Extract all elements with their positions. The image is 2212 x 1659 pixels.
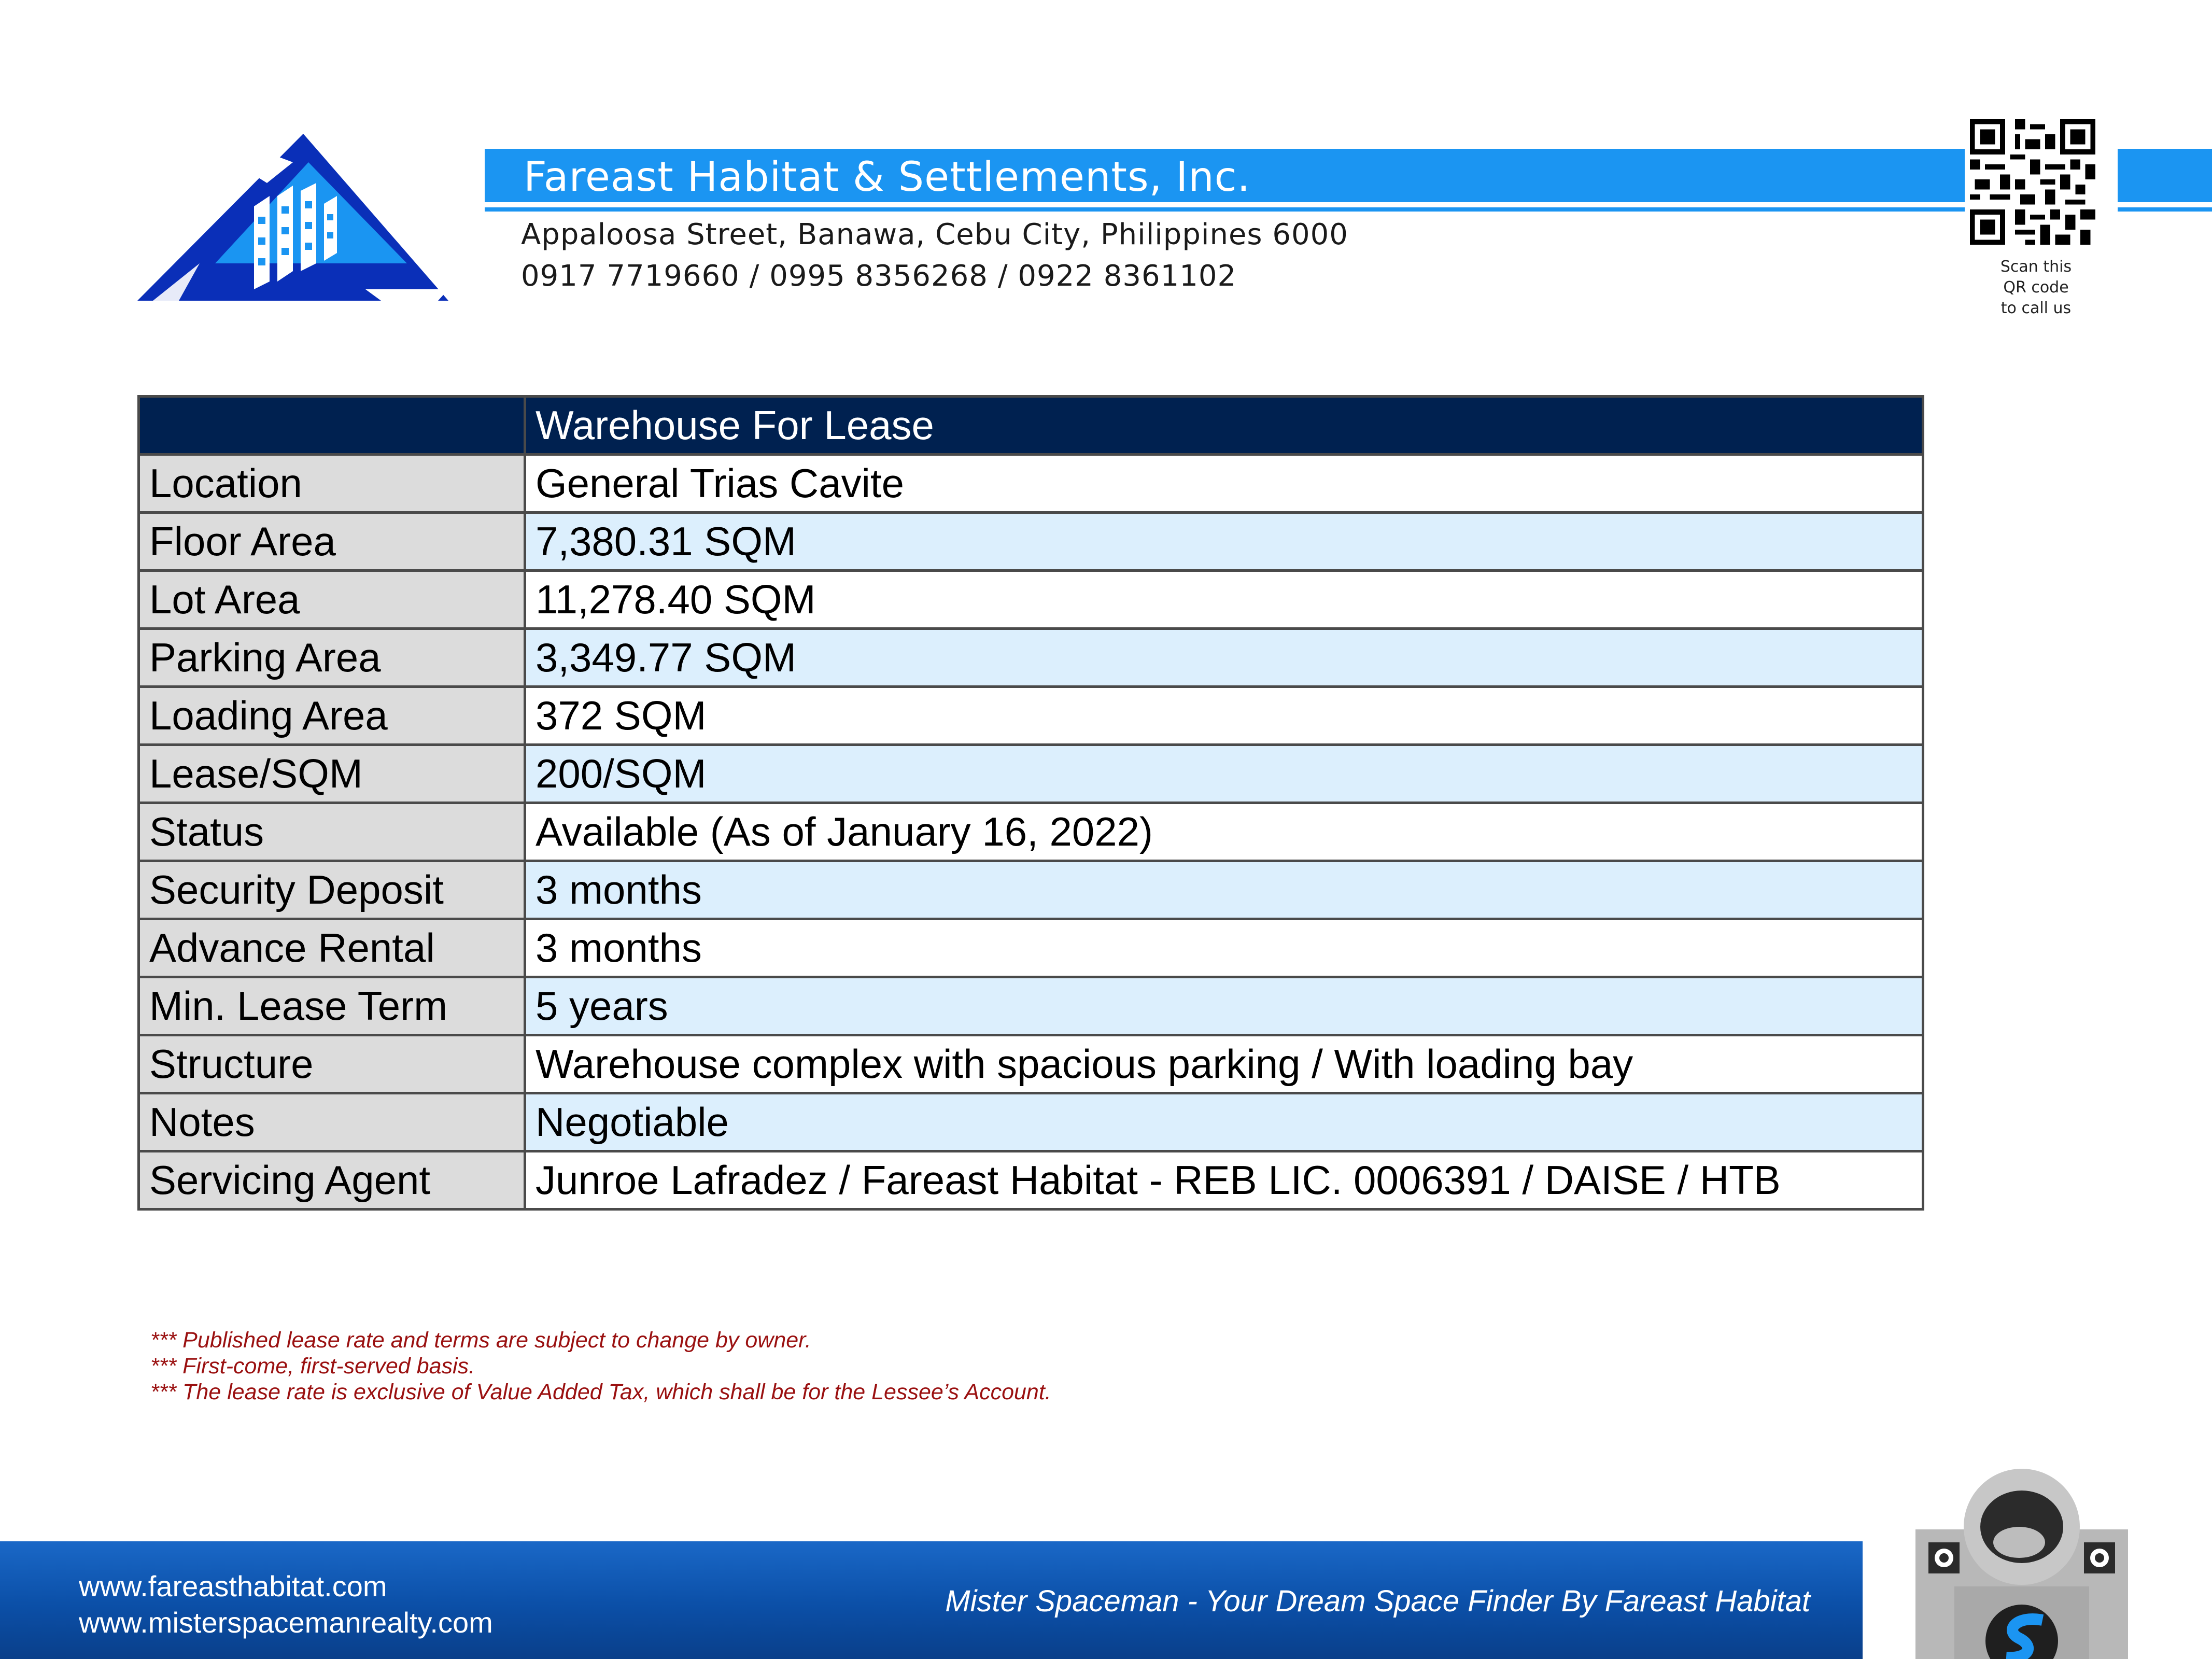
row-label: Notes (139, 1093, 525, 1151)
row-value: 200/SQM (525, 745, 1923, 803)
row-value: 3 months (525, 861, 1923, 919)
disclaimer-line: *** First-come, first-served basis. (150, 1354, 475, 1379)
table-row (139, 513, 1923, 571)
company-name: Fareast Habitat & Settlements, Inc. (524, 154, 1251, 201)
table-row (139, 571, 1923, 629)
row-value: Available (As of January 16, 2022) (525, 803, 1923, 861)
disclaimer-notes (150, 1327, 1051, 1405)
spaceman-mascot-icon (1913, 1465, 2131, 1659)
row-value: 5 years (525, 977, 1923, 1035)
qr-caption-line: to call us (2000, 299, 2072, 317)
row-value: Negotiable (525, 1093, 1923, 1151)
row-value: Junroe Lafradez / Fareast Habitat - REB LIC. 0006391 / DAISE / HTB (525, 1151, 1923, 1210)
row-label: Status (139, 803, 525, 861)
row-label: Parking Area (139, 629, 525, 687)
row-label: Advance Rental (139, 919, 525, 977)
row-label: Structure (139, 1035, 525, 1093)
table-header-blank (139, 397, 525, 455)
row-label: Loading Area (139, 687, 525, 745)
qr-caption-line: Scan this (2000, 258, 2072, 276)
table-row (139, 629, 1923, 687)
table-row (139, 455, 1923, 513)
table-row (139, 1151, 1923, 1210)
company-logo-icon (137, 134, 451, 305)
row-value: Warehouse complex with spacious parking / With loading bay (525, 1035, 1923, 1093)
row-label: Location (139, 455, 525, 513)
row-label: Floor Area (139, 513, 525, 571)
row-value: 3,349.77 SQM (525, 629, 1923, 687)
company-phones[interactable]: 0917 7719660 / 0995 8356268 / 0922 8361102 (521, 259, 1237, 293)
qr-caption-line: QR code (2003, 278, 2069, 297)
header-rule-right (2118, 207, 2212, 212)
footer-tagline: Mister Spaceman - Your Dream Space Finder By Fareast Habitat (945, 1584, 1810, 1618)
header-band-right (2118, 149, 2212, 202)
table-row (139, 745, 1923, 803)
table-header-row (139, 397, 1923, 455)
property-details-table (137, 395, 1924, 1211)
row-value: 7,380.31 SQM (525, 513, 1923, 571)
disclaimer-line: *** Published lease rate and terms are subject to change by owner. (150, 1328, 811, 1353)
qr-caption (1993, 257, 2079, 319)
table-row (139, 919, 1923, 977)
header-rule (485, 207, 1965, 212)
row-value: 11,278.40 SQM (525, 571, 1923, 629)
table-row (139, 1093, 1923, 1151)
row-value: General Trias Cavite (525, 455, 1923, 513)
row-label: Servicing Agent (139, 1151, 525, 1210)
website-link[interactable]: www.fareasthabitat.com (79, 1570, 387, 1602)
row-label: Min. Lease Term (139, 977, 525, 1035)
listing-title: Warehouse For Lease (525, 397, 1923, 455)
table-row (139, 1035, 1923, 1093)
table-row (139, 861, 1923, 919)
qr-code-icon[interactable] (1970, 119, 2095, 245)
website-link[interactable]: www.misterspacemanrealty.com (79, 1606, 493, 1639)
table-row (139, 977, 1923, 1035)
company-address: Appaloosa Street, Banawa, Cebu City, Philippines 6000 (521, 218, 1348, 251)
row-value: 3 months (525, 919, 1923, 977)
row-label: Lease/SQM (139, 745, 525, 803)
row-value: 372 SQM (525, 687, 1923, 745)
row-label: Security Deposit (139, 861, 525, 919)
table-row (139, 803, 1923, 861)
disclaimer-line: *** The lease rate is exclusive of Value Added Tax, which shall be for the Lessee’s Account. (150, 1380, 1051, 1404)
row-label: Lot Area (139, 571, 525, 629)
table-row (139, 687, 1923, 745)
